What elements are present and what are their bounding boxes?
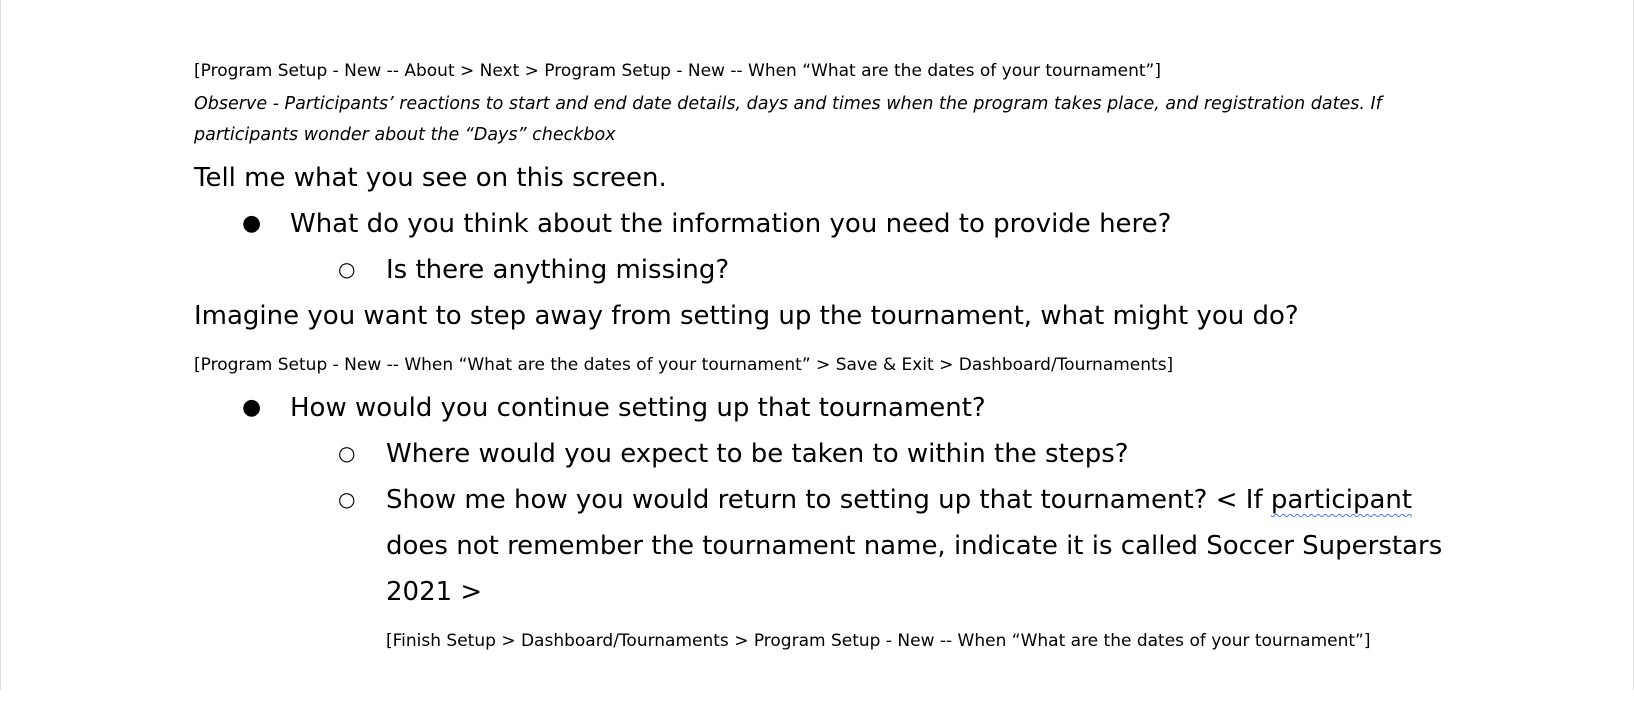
bullet-item-continue: How would you continue setting up that tournament? <box>290 393 986 423</box>
bullet-dot-icon: ● <box>242 211 262 236</box>
spellcheck-word[interactable]: participant <box>1270 485 1413 515</box>
sub-bullet-return-text: Show me how you would return to setting up that tournament? < If <box>386 485 1271 515</box>
bullet-dot-icon: ● <box>242 395 262 420</box>
sub-bullet-item-missing: Is there anything missing? <box>386 255 730 285</box>
observe-note-line-2: participants wonder about the “Days” checkbox <box>194 125 616 145</box>
nav-path-2: [Program Setup - New -- When “What are the dates of your tournament” > Save & Exit > Dashboard/Tournaments] <box>194 355 1174 375</box>
nav-path-1: [Program Setup - New -- About > Next > Program Setup - New -- When “What are the dates of your tournament”] <box>194 61 1161 81</box>
sub-bullet-item-return-line-2: does not remember the tournament name, indicate it is called Soccer Superstars <box>386 531 1443 561</box>
sub-bullet-circle-icon: ○ <box>338 441 356 465</box>
sub-bullet-item-return-line-1 <box>386 485 1412 515</box>
sub-bullet-item-expect: Where would you expect to be taken to within the steps? <box>386 439 1129 469</box>
nav-path-3: [Finish Setup > Dashboard/Tournaments > Program Setup - New -- When “What are the dates of your tournament”] <box>386 631 1371 651</box>
bullet-item-information: What do you think about the information you need to provide here? <box>290 209 1172 239</box>
sub-bullet-item-return-line-3: 2021 > <box>386 577 483 607</box>
observe-note-line-1: Observe - Participants’ reactions to start and end date details, days and times when the program takes place, and registration dates. If <box>194 94 1382 114</box>
prompt-step-away: Imagine you want to step away from setting up the tournament, what might you do? <box>194 301 1299 331</box>
prompt-tell-me: Tell me what you see on this screen. <box>194 163 667 193</box>
sub-bullet-circle-icon: ○ <box>338 487 356 511</box>
sub-bullet-circle-icon: ○ <box>338 257 356 281</box>
